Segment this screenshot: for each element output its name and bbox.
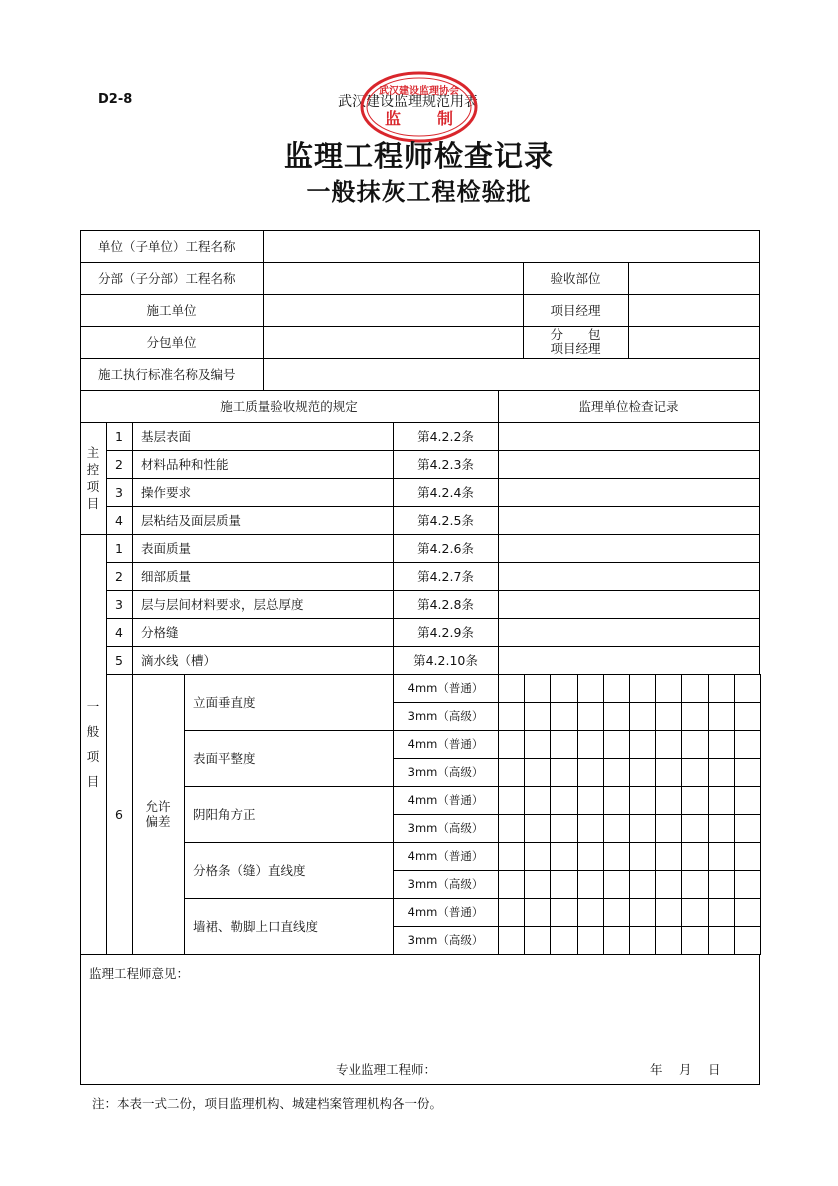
measurement-cell[interactable]: [498, 758, 525, 787]
row-number: 3: [106, 478, 133, 507]
deviation-item-name: 表面平整度: [184, 730, 394, 787]
measurement-cell[interactable]: [550, 758, 577, 787]
subcontract-unit-label: 分包单位: [80, 326, 264, 359]
opinion-block[interactable]: [80, 954, 760, 1085]
measurement-cell[interactable]: [603, 702, 630, 731]
item-name: 操作要求: [132, 478, 394, 507]
measurement-cell[interactable]: [629, 926, 656, 955]
seal-stamp: [359, 70, 479, 144]
measurement-cell[interactable]: [655, 898, 682, 927]
measurement-cell[interactable]: [681, 814, 708, 843]
measurement-cell[interactable]: [681, 842, 708, 871]
measurement-cell[interactable]: [708, 758, 735, 787]
measurement-cell[interactable]: [681, 702, 708, 731]
clause-ref: 第4.2.7条: [393, 562, 499, 591]
check-record-cell[interactable]: [498, 450, 760, 479]
group-char: 目: [86, 774, 100, 789]
measurement-cell[interactable]: [498, 674, 525, 703]
check-record-cell[interactable]: [498, 590, 760, 619]
measurement-cell[interactable]: [734, 814, 761, 843]
measurement-cell[interactable]: [498, 842, 525, 871]
svg-text:监: 监: [384, 109, 402, 128]
measurement-cell[interactable]: [577, 926, 604, 955]
measurement-cell[interactable]: [681, 870, 708, 899]
subcontract-unit-value[interactable]: [263, 326, 524, 359]
measurement-cell[interactable]: [524, 674, 551, 703]
construction-unit-label: 施工单位: [80, 294, 264, 327]
check-record-cell[interactable]: [498, 506, 760, 535]
measurement-cell[interactable]: [655, 702, 682, 731]
measurement-cell[interactable]: [734, 702, 761, 731]
record-header: 监理单位检查记录: [498, 390, 760, 423]
check-record-cell[interactable]: [498, 562, 760, 591]
measurement-cell[interactable]: [524, 926, 551, 955]
page-title: 监理工程师检查记录: [283, 139, 554, 173]
measurement-cell[interactable]: [655, 814, 682, 843]
row-number: 4: [106, 506, 133, 535]
clause-ref: 第4.2.3条: [393, 450, 499, 479]
sub-manager-label-line2: 项目经理: [550, 341, 601, 356]
measurement-cell[interactable]: [550, 926, 577, 955]
opinion-label: 监理工程师意见：: [89, 966, 190, 981]
row-number: 3: [106, 590, 133, 619]
project-manager-value[interactable]: [628, 294, 760, 327]
page-subtitle: 一般抹灰工程检验批: [306, 177, 532, 206]
deviation-item-name: 阴阳角方正: [184, 786, 394, 843]
standard-value[interactable]: [263, 358, 760, 391]
tolerance-value: 3mm（高级）: [393, 702, 499, 731]
sub-manager-label-line1: 分 包: [550, 327, 601, 342]
measurement-cell[interactable]: [681, 786, 708, 815]
tolerance-value: 4mm（普通）: [393, 898, 499, 927]
measurement-cell[interactable]: [734, 842, 761, 871]
footer-note: 注：本表一式二份，项目监理机构、城建档案管理机构各一份。: [92, 1096, 443, 1111]
tolerance-value: 3mm（高级）: [393, 814, 499, 843]
measurement-cell[interactable]: [550, 814, 577, 843]
measurement-cell[interactable]: [603, 898, 630, 927]
measurement-cell[interactable]: [577, 870, 604, 899]
engineer-signature-label: 专业监理工程师：: [336, 1062, 437, 1077]
measurement-cell[interactable]: [708, 926, 735, 955]
group-char: 般: [86, 724, 100, 739]
measurement-cell[interactable]: [629, 730, 656, 759]
row-number: 2: [106, 562, 133, 591]
row-number: 5: [106, 646, 133, 675]
tolerance-value: 4mm（普通）: [393, 842, 499, 871]
measurement-cell[interactable]: [550, 674, 577, 703]
group-char: 项: [86, 479, 100, 494]
form-code: D2-8: [98, 92, 133, 107]
measurement-cell[interactable]: [629, 814, 656, 843]
measurement-cell[interactable]: [603, 926, 630, 955]
tolerance-value: 4mm（普通）: [393, 786, 499, 815]
measurement-cell[interactable]: [524, 870, 551, 899]
item-name: 基层表面: [132, 422, 394, 451]
measurement-cell[interactable]: [577, 674, 604, 703]
measurement-cell[interactable]: [734, 898, 761, 927]
measurement-cell[interactable]: [681, 926, 708, 955]
measurement-cell[interactable]: [629, 842, 656, 871]
measurement-cell[interactable]: [681, 898, 708, 927]
measurement-cell[interactable]: [550, 870, 577, 899]
clause-ref: 第4.2.8条: [393, 590, 499, 619]
measurement-cell[interactable]: [681, 758, 708, 787]
deviation-item-name: 墙裙、勒脚上口直线度: [184, 898, 394, 955]
row-number: 4: [106, 618, 133, 647]
check-record-cell[interactable]: [498, 478, 760, 507]
measurement-cell[interactable]: [498, 786, 525, 815]
deviation-label-line2: 偏差: [145, 814, 171, 829]
group-char: 项: [86, 749, 100, 764]
group-char: 一: [86, 699, 100, 714]
measurement-cell[interactable]: [708, 842, 735, 871]
sub-manager-label: [523, 326, 629, 359]
tolerance-value: 3mm（高级）: [393, 870, 499, 899]
spec-header: 施工质量验收规范的规定: [80, 390, 499, 423]
measurement-cell[interactable]: [603, 870, 630, 899]
measurement-cell[interactable]: [655, 758, 682, 787]
row-number: 2: [106, 450, 133, 479]
unit-project-label: 单位（子单位）工程名称: [80, 230, 264, 263]
measurement-cell[interactable]: [629, 674, 656, 703]
group-char: 目: [86, 496, 100, 511]
measurement-cell[interactable]: [681, 730, 708, 759]
row-number: 1: [106, 534, 133, 563]
measurement-cell[interactable]: [550, 842, 577, 871]
clause-ref: 第4.2.5条: [393, 506, 499, 535]
measurement-cell[interactable]: [603, 814, 630, 843]
check-record-cell[interactable]: [498, 534, 760, 563]
measurement-cell[interactable]: [550, 730, 577, 759]
measurement-cell[interactable]: [577, 758, 604, 787]
measurement-cell[interactable]: [655, 870, 682, 899]
measurement-cell[interactable]: [734, 758, 761, 787]
measurement-cell[interactable]: [577, 730, 604, 759]
check-record-cell[interactable]: [498, 618, 760, 647]
row-number: 6: [106, 674, 133, 955]
item-name: 细部质量: [132, 562, 394, 591]
clause-ref: 第4.2.10条: [393, 646, 499, 675]
svg-text:武汉建设监理协会: 武汉建设监理协会: [379, 86, 459, 97]
deviation-item-name: 立面垂直度: [184, 674, 394, 731]
measurement-cell[interactable]: [603, 730, 630, 759]
group-char: 主: [86, 445, 100, 460]
measurement-cell[interactable]: [734, 674, 761, 703]
tolerance-value: 3mm（高级）: [393, 758, 499, 787]
measurement-cell[interactable]: [577, 898, 604, 927]
project-manager-label: 项目经理: [523, 294, 629, 327]
measurement-cell[interactable]: [550, 898, 577, 927]
measurement-cell[interactable]: [603, 842, 630, 871]
measurement-cell[interactable]: [655, 674, 682, 703]
measurement-cell[interactable]: [498, 898, 525, 927]
measurement-cell[interactable]: [629, 786, 656, 815]
measurement-cell[interactable]: [577, 842, 604, 871]
measurement-cell[interactable]: [550, 702, 577, 731]
main-items-group-label: [80, 422, 107, 535]
clause-ref: 第4.2.2条: [393, 422, 499, 451]
measurement-cell[interactable]: [708, 674, 735, 703]
item-name: 表面质量: [132, 534, 394, 563]
svg-text:制: 制: [436, 109, 454, 128]
measurement-cell[interactable]: [498, 926, 525, 955]
clause-ref: 第4.2.9条: [393, 618, 499, 647]
measurement-cell[interactable]: [734, 926, 761, 955]
measurement-cell[interactable]: [524, 702, 551, 731]
item-name: 分格缝: [132, 618, 394, 647]
measurement-cell[interactable]: [629, 870, 656, 899]
measurement-cell[interactable]: [603, 674, 630, 703]
measurement-cell[interactable]: [524, 814, 551, 843]
item-name: 滴水线（槽）: [132, 646, 394, 675]
measurement-cell[interactable]: [708, 730, 735, 759]
accept-part-value[interactable]: [628, 262, 760, 295]
item-name: 层与层间材料要求，层总厚度: [132, 590, 394, 619]
item-name: 材料品种和性能: [132, 450, 394, 479]
measurement-cell[interactable]: [577, 786, 604, 815]
deviation-item-name: 分格条（缝）直线度: [184, 842, 394, 899]
general-items-group-label: [80, 534, 107, 955]
measurement-cell[interactable]: [655, 842, 682, 871]
item-name: 层粘结及面层质量: [132, 506, 394, 535]
measurement-cell[interactable]: [708, 814, 735, 843]
measurement-cell[interactable]: [550, 786, 577, 815]
construction-unit-value[interactable]: [263, 294, 524, 327]
measurement-cell[interactable]: [577, 814, 604, 843]
measurement-cell[interactable]: [498, 870, 525, 899]
measurement-cell[interactable]: [629, 702, 656, 731]
clause-ref: 第4.2.6条: [393, 534, 499, 563]
measurement-cell[interactable]: [629, 758, 656, 787]
check-record-cell[interactable]: [498, 646, 760, 675]
measurement-cell[interactable]: [655, 730, 682, 759]
measurement-cell[interactable]: [498, 814, 525, 843]
measurement-cell[interactable]: [524, 786, 551, 815]
measurement-cell[interactable]: [734, 870, 761, 899]
measurement-cell[interactable]: [524, 842, 551, 871]
standard-label: 施工执行标准名称及编号: [80, 358, 264, 391]
measurement-cell[interactable]: [655, 926, 682, 955]
measurement-cell[interactable]: [524, 898, 551, 927]
measurement-cell[interactable]: [524, 730, 551, 759]
unit-project-value[interactable]: [263, 230, 760, 263]
measurement-cell[interactable]: [655, 786, 682, 815]
measurement-cell[interactable]: [708, 702, 735, 731]
date-label: 年 月 日: [650, 1062, 721, 1077]
measurement-cell[interactable]: [498, 730, 525, 759]
measurement-cell[interactable]: [603, 758, 630, 787]
measurement-cell[interactable]: [577, 702, 604, 731]
clause-ref: 第4.2.4条: [393, 478, 499, 507]
group-char: 控: [86, 462, 100, 477]
standard-line: 武汉建设监理规范用表: [338, 94, 478, 110]
deviation-label: [132, 674, 185, 955]
measurement-cell[interactable]: [734, 786, 761, 815]
measurement-cell[interactable]: [681, 674, 708, 703]
check-record-cell[interactable]: [498, 422, 760, 451]
measurement-cell[interactable]: [708, 786, 735, 815]
sub-project-label: 分部（子分部）工程名称: [80, 262, 264, 295]
deviation-label-line1: 允许: [145, 799, 171, 814]
measurement-cell[interactable]: [498, 702, 525, 731]
row-number: 1: [106, 422, 133, 451]
measurement-cell[interactable]: [734, 730, 761, 759]
sub-project-value[interactable]: [263, 262, 524, 295]
tolerance-value: 3mm（高级）: [393, 926, 499, 955]
measurement-cell[interactable]: [603, 786, 630, 815]
measurement-cell[interactable]: [629, 898, 656, 927]
tolerance-value: 4mm（普通）: [393, 730, 499, 759]
sub-manager-value[interactable]: [628, 326, 760, 359]
measurement-cell[interactable]: [708, 898, 735, 927]
measurement-cell[interactable]: [708, 870, 735, 899]
tolerance-value: 4mm（普通）: [393, 674, 499, 703]
measurement-cell[interactable]: [524, 758, 551, 787]
accept-part-label: 验收部位: [523, 262, 629, 295]
